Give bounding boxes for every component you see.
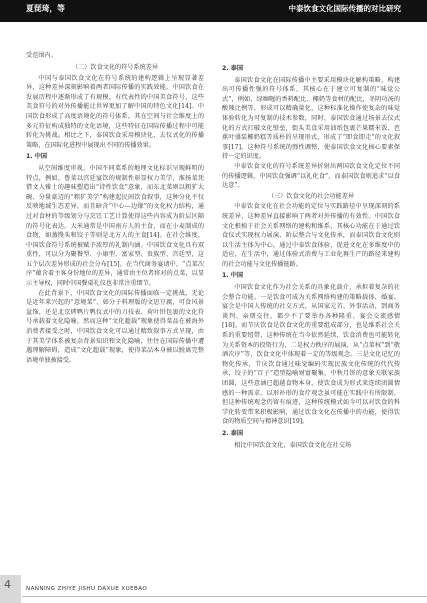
paragraph: 中国饮食文化作为社会关系的具象化载介，承担着复杂的社会整合功能。一是饮食可成为关系网络构建的策略载体，婚宴、宴会是中国人传统的社交方式，从国家元首、外事活动，到商务谈判、亲朋交往，都少不了要举办各种隆重、宴会交流感情[18]。而节庆饮食是饮食文化的重要组成部分，也是维系社会关系的重要纽带，这种传统在当今依然延续，饮食消费也可能转化为关系资本的投资行为，二是权力秩序的展演，从“点菜权”到“敬酒次序”等，饮食文化中体现着一定的等级观念。三是文化记忆的物化传承，节庆饮食通过味觉编码实现民族文化传统的代代传承，饺子的“百子”造型隐喻财富聚集，中秋月饼的意象关联家族团圆，这些意涵已超越食物本身，使饮食成为形式来连续团圆情感的一种需求。以形补形的食疗观念虽可能在实践中有所限制，但这种传统观念仍留有痕迹，这种传统模式如今可以对饮食的科学化转变带来积极影响，通过饮食文化在传播中的功能，使得饮食的物质空间与精神意识[19]。 (222, 284, 400, 426)
subsection-heading: 2. 泰国 (222, 429, 244, 437)
subsection-heading: 1. 中国 (26, 153, 48, 161)
left-column (26, 62, 204, 365)
paragraph: 中泰饮食文化的符号系统差异折射出两国饮食文化定位不同的传播逻辑，中国饮食强调“以礼化食”，而泰国饮食则追求“以食达意”。 (222, 162, 400, 190)
paragraph: 中国与泰国饮食文化在符号系统的建构逻辑上呈现显著差异，这种差异深刻影响着两者国际传播的实践效能。中国饮食在发展历程中逐渐形成了有规模、有代表性的中国美食符号，这些美食符号的对外传播能让世界更加了解中国的特色文化[14]。中国饮食形成了高度语境化的符号体系，其在空间与社会维度上的多元符征构成独特的文化语境，这些特征在国际传播过程中可能转化为挑战。相比之下，泰国饮食采用模块化、去仪式化的传播策略，在国际化进程中展现出不同的传播效果。 (26, 74, 204, 149)
journal-name: NANNING ZHIYE JISHU DAXUE XUEBAO (26, 586, 148, 592)
footer-divider (22, 596, 427, 597)
page-number: 4 (4, 578, 11, 591)
subsection-heading: 2. 泰国 (222, 65, 244, 72)
running-authors: 夏琵琦，等 (26, 4, 65, 13)
right-column (222, 62, 400, 450)
section-heading: （二）饮食文化的符号系统差异 (72, 64, 158, 71)
section-heading: （三）饮食文化的社会功能差异 (268, 192, 354, 200)
paragraph: 中泰饮食文化在社会功能的定位与实践路径中呈现深刻的系统差异，这种差异直接影响了两者对外传播的有效性。中国饮食文化根植于社会关系网络的建构和维系，其核心功能在于通过饮食仪式实现权力展演、阶层整合与文化传承，而泰国饮食文化则以生活主体为中心，通过中泰饮食体验，促进文化在多维度中的适应，在生活中，通过体验式消费与工业化再生产的路径来建构的社会功能与文化传播链路。 (222, 203, 400, 268)
page-header (0, 0, 427, 22)
running-title: 中泰饮食文化国际传播的对比研究 (288, 4, 401, 13)
paragraph: 在此背景下，中国饮食文化的国际传播面临一定挑战，无论是近年来兴起的“意境菜”，如分子料理版的文思豆腐，可食风景盆饰，还是北京烤鸭片鸭仪式中的刀技表、荷叶饼包裹的文化符号承载着文化隐喻。然而这种“文化超载”现象使得菜品在被海外消费者接受之时，中国饮食文化可以通过精致叙事方式呈现，由于其美学体系被复杂背景知识和文化隐喻，往往在国际传播中遭遇理解障碍，造成“文化超载”现象，使得菜品本身被以脱离完整语境单独被接受。 (26, 289, 204, 364)
paragraph: 从空间维度审视，中国不同菜系的地理文化标识呈现鲜明的特点，例如，鲁菜以宫廷宴饮的规制性彰显权力美学，淮扬菜凭借文人雅士的趣味塑造出“诗性饮食”意象，而东北菜则以粗犷大碗、分量豪迈的“粗犷美学”构建起民间饮食叙事，这种分化不仅反映地域生态差异，而且暗含“中心—边缘”的文化权力结构，通过对食材的等级划分与烹饪工艺计算使得这些内容成为阶层区隔的符号化表达。大米通常是中国南方人的主食，而在小麦制成的食物，如蒸馒头和饺子等则是北方人的主食[14]。在社会维度，中国饮食符号系统被赋予浓厚的礼制内涵。中国饮食文化具有双重性，可以分为聚餐型、小康型、富家型、贵族型、宫廷型，这五个层次差异形成的社会分布[15]。在当代商务宴请中，“点菜次序”蕴含着主客身份地位的差异，通常由主位者将对的点菜，以显示主导权，同时中国餐桌礼仪也非常注重细节。 (26, 164, 204, 288)
continued-line: 受范围内。 (26, 52, 57, 59)
paragraph: 泰国饮食文化在国际传播中主要采用模块化解构策略，构建出可传播性强的符号体系，其核心在于建立可复制的“味觉公式”，例如，绿咖喱的香料配比、椰奶等食材的配比，冬阴功汤的酸辣比例等，形成可以精确量化，这种标准化操作使复杂的味觉体验转化为可复制的技术参数，同时，泰国饮食通过场景去仪式化的方式打破文化壁垒，街头美食采用油纸包裹芒果糯米饭、芭蕉叶盛装椰奶糕等质朴的呈现形式，形成了“即食即走”的文化叙事[17]。这种符号系统的弹性调整，使泰国饮食文化核心要素保持一定的识度。 (222, 76, 400, 161)
subsection-heading: 1. 中国 (222, 272, 244, 280)
paragraph: 相比中国饮食文化，泰国饮食文化在社交场 (234, 441, 351, 449)
